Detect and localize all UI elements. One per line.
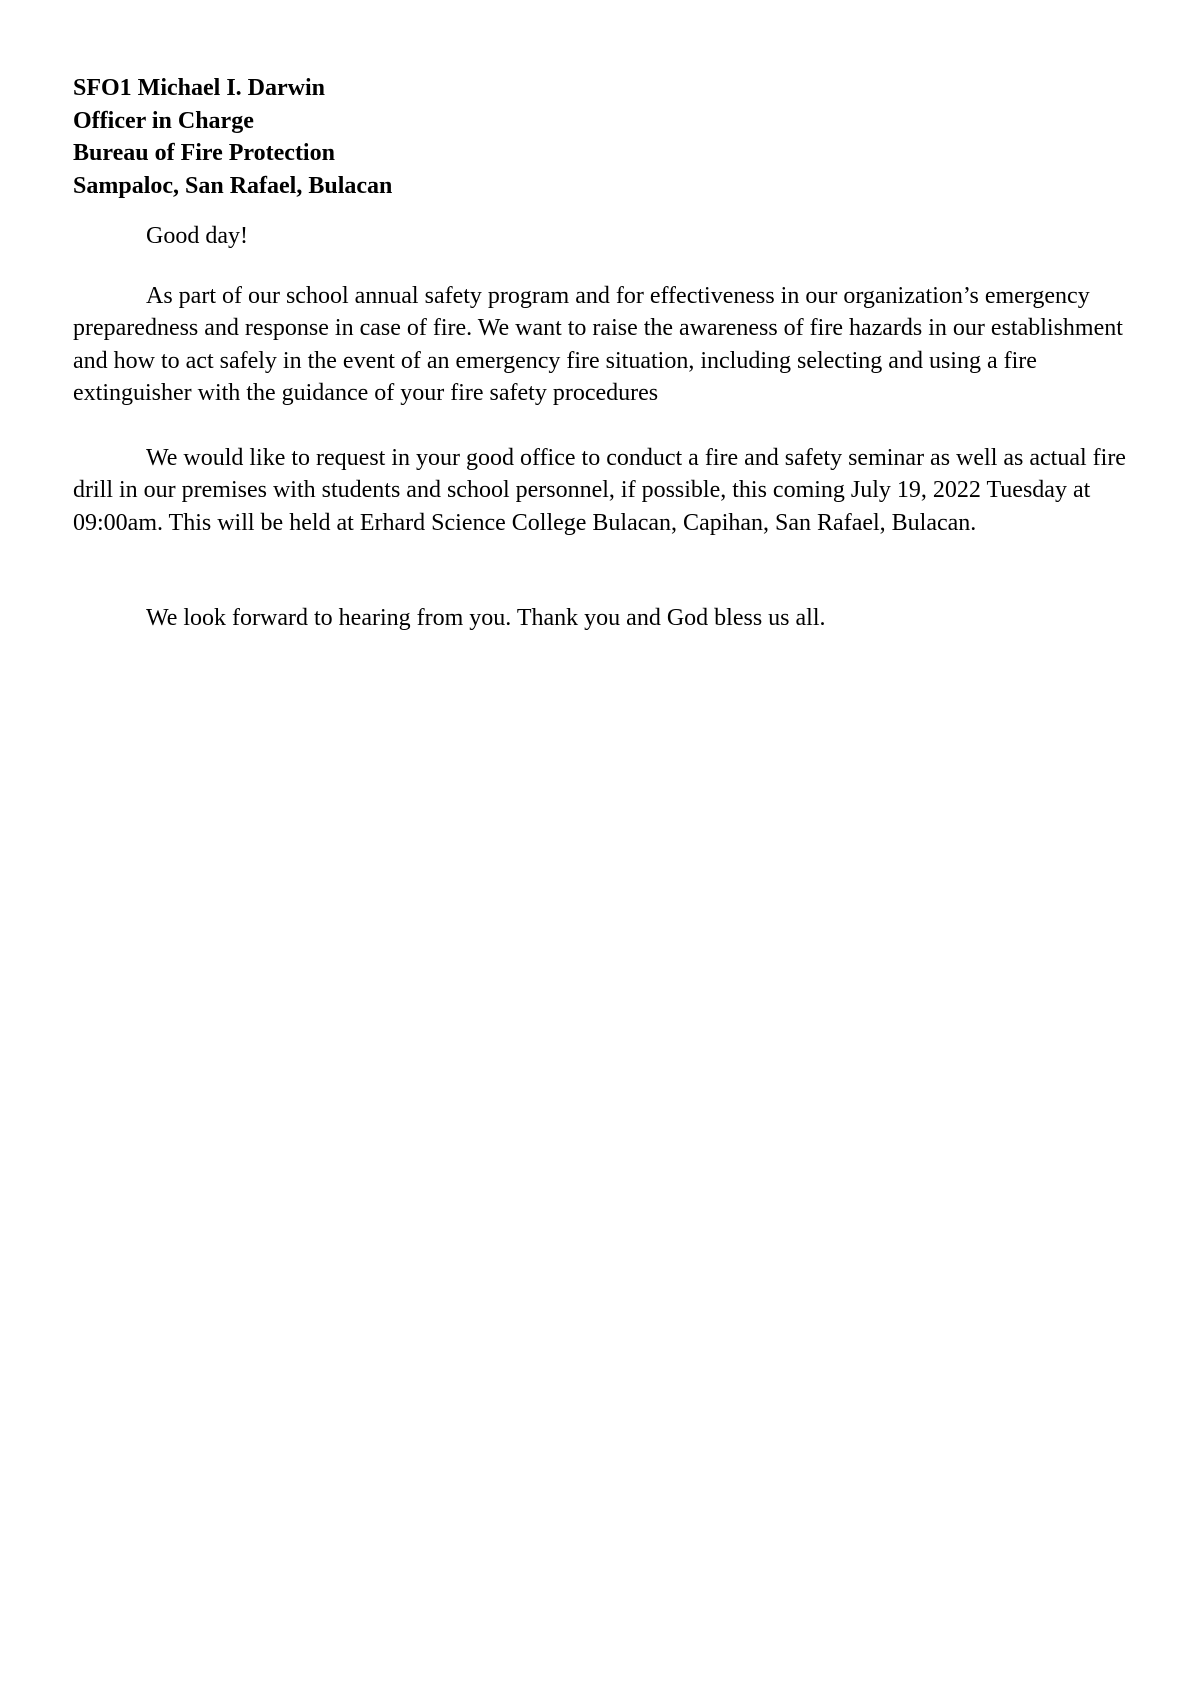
recipient-office: Bureau of Fire Protection (73, 140, 335, 166)
paragraph-request: We would like to request in your good office to conduct a fire and safety seminar as well as actual fire drill in our premises with students and school personnel, if possible, this coming July 19, 2022 Tuesday at 09:00am. This will be held at Erhard Science College Bulacan, Capihan, San Rafael, Bulacan. (73, 444, 1126, 536)
greeting: Good day! (146, 223, 248, 249)
recipient-address-block (73, 72, 1148, 202)
recipient-title: Officer in Charge (73, 107, 254, 134)
paragraph-purpose: As part of our school annual safety program and for effectiveness in our organization’s emergency preparedness and response in case of fire. We want to raise the awareness of fire hazards in our establishment and how to act safely in the event of an emergency fire situation, including selecting and using a fire extinguisher with the guidance of your fire safety procedures (73, 282, 1123, 406)
paragraph-closing: We look forward to hearing from you. Thank you and God bless us all. (146, 605, 826, 631)
letter-body (73, 72, 1148, 635)
recipient-location: Sampaloc, San Rafael, Bulacan (73, 172, 393, 199)
recipient-name: SFO1 Michael I. Darwin (73, 75, 325, 101)
